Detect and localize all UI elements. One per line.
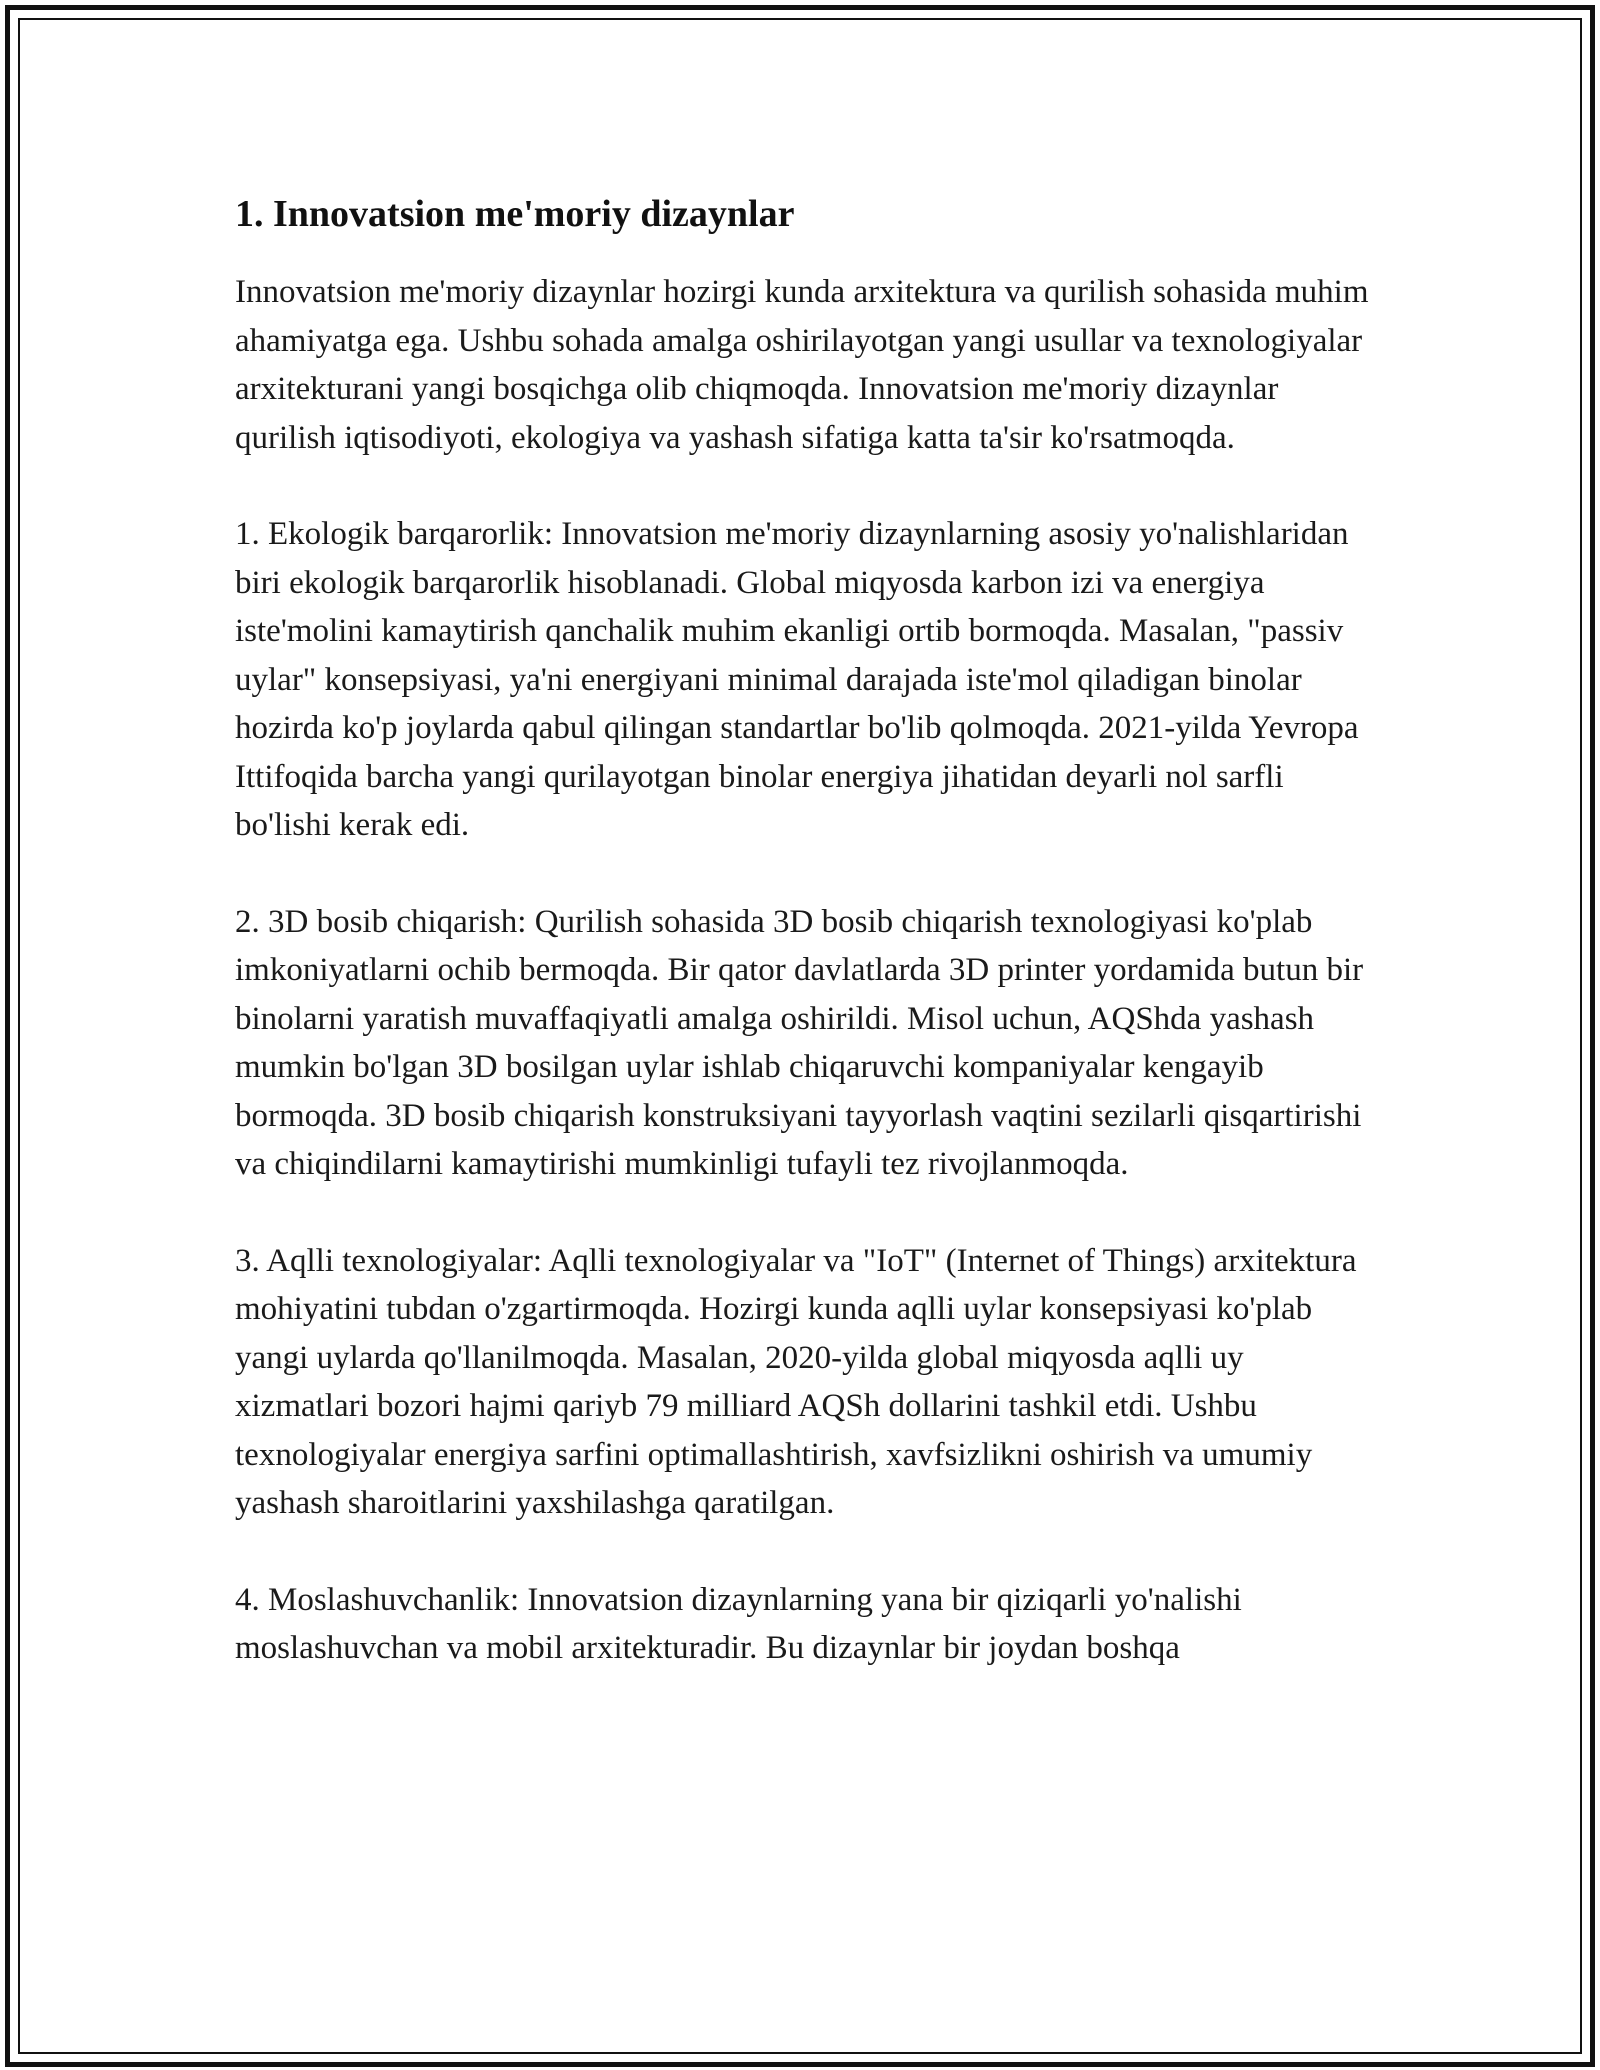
paragraph-flexibility: 4. Moslashuvchanlik: Innovatsion dizaynlarning yana bir qiziqarli yo'nalishi moslashuvchan va mobil arxitekturadir. Bu dizaynlar bir joydan boshqa	[235, 1581, 1242, 1666]
paragraph-3d-printing: 2. 3D bosib chiqarish: Qurilish sohasida 3D bosib chiqarish texnologiyasi ko'plab imkoniyatlarni ochib bermoqda. Bir qator davlatlarda 3D printer yordamida butun bir binolarni yaratish muvaffaqiyatli amalga oshirildi. Misol uchun, AQShda yashash mumkin bo'lgan 3D bosilgan uylar ishlab chiqaruvchi kompaniyalar kengayib bormoqda. 3D bosib chiqarish konstruksiyani tayyorlash vaqtini sezilarli qisqartirishi va chiqindilarni kamaytirishi mumkinligi tufayli tez rivojlanmoqda.	[235, 903, 1364, 1182]
intro-paragraph: Innovatsion me'moriy dizaynlar hozirgi kunda arxitektura va qurilish sohasida muhim ahamiyatga ega. Ushbu sohada amalga oshirilayotgan yangi usullar va texnologiyalar arxitekturani yangi bosqichga olib chiqmoqda. Innovatsion me'moriy dizaynlar qurilish iqtisodiyoti, ekologiya va yashash sifatiga katta ta'sir ko'rsatmoqda.	[235, 274, 1369, 456]
section-heading: 1. Innovatsion me'moriy dizaynlar	[235, 193, 795, 235]
paragraph-smart-technologies: 3. Aqlli texnologiyalar: Aqlli texnologiyalar va "IoT" (Internet of Things) arxitektura mohiyatini tubdan o'zgartirmoqda. Hozirgi kunda aqlli uylar konsepsiyasi ko'plab yangi uylarda qo'llanilmoqda. Masalan, 2020-yilda global miqyosda aqlli uy xizmatlari bozori hajmi qariyb 79 milliard AQSh dollarini tashkil etdi. Ushbu texnologiyalar energiya sarfini optimallashtirish, xavfsizlikni oshirish va umumiy yashash sharoitlarini yaxshilashga qaratilgan.	[235, 1242, 1357, 1521]
paragraph-ecological-sustainability: 1. Ekologik barqarorlik: Innovatsion me'moriy dizaynlarning asosiy yo'nalishlaridan biri ekologik barqarorlik hisoblanadi. Global miqyosda karbon izi va energiya iste'molini kamaytirish qanchalik muhim ekanligi ortib bormoqda. Masalan, "passiv uylar" konsepsiyasi, ya'ni energiyani minimal darajada iste'mol qiladigan binolar hozirda ko'p joylarda qabul qilingan standartlar bo'lib qolmoqda. 2021-yilda Yevropa Ittifoqida barcha yangi qurilayotgan binolar energiya jihatidan deyarli nol sarfli bo'lishi kerak edi.	[235, 516, 1359, 843]
document-body	[235, 188, 1375, 1721]
